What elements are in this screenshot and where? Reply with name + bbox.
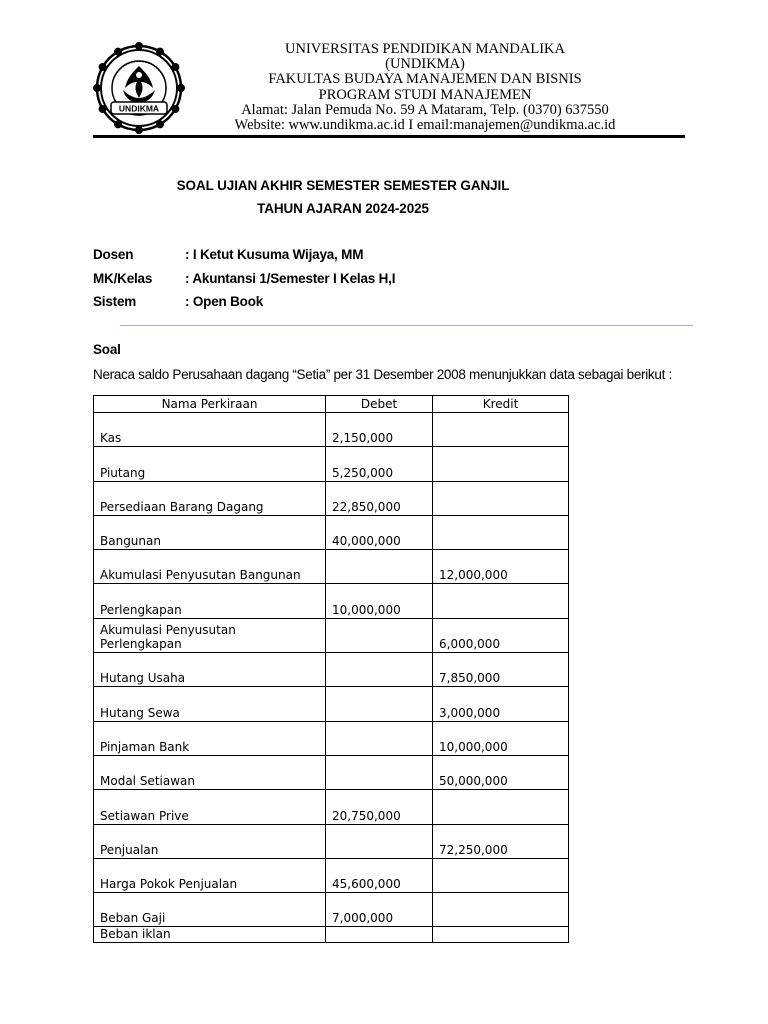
svg-text:UNDIKMA: UNDIKMA (118, 103, 160, 114)
cell-name: Setiawan Prive (94, 790, 326, 824)
faculty-name: FAKULTAS BUDAYA MANAJEMEN DAN BISNIS (268, 71, 582, 88)
soal-heading: Soal (93, 342, 121, 357)
cell-debet (326, 653, 433, 687)
cell-debet (326, 687, 433, 721)
cell-debet (326, 618, 433, 652)
exam-year: TAHUN AJARAN 2024-2025 (257, 201, 429, 216)
cell-debet (326, 721, 433, 755)
cell-debet: 2,150,000 (326, 413, 433, 447)
cell-debet: 7,000,000 (326, 893, 433, 927)
university-logo (93, 42, 185, 134)
exam-title: SOAL UJIAN AKHIR SEMESTER SEMESTER GANJIL (176, 178, 510, 193)
table-body (94, 413, 569, 943)
letterhead-rule (93, 135, 685, 138)
table-row (94, 481, 569, 515)
table-header-row (94, 396, 569, 413)
cell-debet (326, 755, 433, 789)
cell-kredit: 50,000,000 (433, 755, 569, 789)
cell-kredit (433, 790, 569, 824)
meta-row-dosen (93, 247, 363, 262)
cell-kredit (433, 481, 569, 515)
cell-name: Akumulasi Penyusutan Bangunan (94, 550, 326, 584)
cell-debet: 22,850,000 (326, 481, 433, 515)
cell-name: Perlengkapan (94, 584, 326, 618)
cell-debet: 20,750,000 (326, 790, 433, 824)
table-row (94, 413, 569, 447)
cell-name: Modal Setiawan (94, 755, 326, 789)
meta-label: MK/Kelas (93, 271, 153, 286)
cell-name: Pinjaman Bank (94, 721, 326, 755)
cell-name: Akumulasi Penyusutan Perlengkapan (94, 618, 326, 652)
header-debet: Debet (326, 396, 433, 413)
cell-name: Beban iklan (94, 927, 326, 943)
cell-name: Penjualan (94, 824, 326, 858)
table-row (94, 893, 569, 927)
cell-kredit: 7,850,000 (433, 653, 569, 687)
meta-row-kelas (93, 271, 395, 286)
table-row (94, 755, 569, 789)
cell-kredit (433, 893, 569, 927)
table-row (94, 790, 569, 824)
meta-label: Dosen (93, 247, 134, 262)
cell-kredit: 6,000,000 (433, 618, 569, 652)
address-line: Alamat: Jalan Pemuda No. 59 A Mataram, Telp. (0370) 637550 (241, 101, 609, 118)
cell-kredit (433, 447, 569, 481)
table-row (94, 618, 569, 652)
table-row (94, 858, 569, 892)
header-nama-perkiraan: Nama Perkiraan (94, 396, 326, 413)
university-name: UNIVERSITAS PENDIDIKAN MANDALIKA (285, 41, 565, 57)
meta-value: : I Ketut Kusuma Wijaya, MM (185, 247, 364, 262)
cell-debet (326, 927, 433, 943)
table-row (94, 515, 569, 549)
cell-name: Kas (94, 413, 326, 447)
cell-debet: 10,000,000 (326, 584, 433, 618)
cell-kredit (433, 927, 569, 943)
section-divider (120, 325, 693, 326)
table-row (94, 824, 569, 858)
cell-name: Beban Gaji (94, 893, 326, 927)
trial-balance-table (93, 395, 569, 943)
cell-kredit (433, 858, 569, 892)
cell-name: Harga Pokok Penjualan (94, 858, 326, 892)
header-kredit: Kredit (433, 396, 569, 413)
university-abbrev: (UNDIKMA) (385, 56, 465, 73)
cell-kredit: 10,000,000 (433, 721, 569, 755)
cell-kredit (433, 584, 569, 618)
soal-intro: Neraca saldo Perusahaan dagang “Setia” per 31 Desember 2008 menunjukkan data sebagai berikut : (93, 367, 672, 382)
program-name: PROGRAM STUDI MANAJEMEN (318, 86, 532, 103)
cell-debet: 40,000,000 (326, 515, 433, 549)
letterhead (190, 42, 660, 133)
cell-name: Piutang (94, 447, 326, 481)
cell-debet: 5,250,000 (326, 447, 433, 481)
cell-name: Persediaan Barang Dagang (94, 481, 326, 515)
cell-debet: 45,600,000 (326, 858, 433, 892)
cell-kredit: 12,000,000 (433, 550, 569, 584)
table-row (94, 653, 569, 687)
table-row (94, 447, 569, 481)
cell-kredit: 72,250,000 (433, 824, 569, 858)
cell-name: Hutang Usaha (94, 653, 326, 687)
cell-debet (326, 824, 433, 858)
cell-kredit: 3,000,000 (433, 687, 569, 721)
cell-name: Bangunan (94, 515, 326, 549)
table-row (94, 584, 569, 618)
table-row (94, 687, 569, 721)
cell-kredit (433, 413, 569, 447)
table-row (94, 927, 569, 943)
meta-row-sistem (93, 294, 263, 309)
meta-value: : Open Book (185, 294, 264, 309)
cell-kredit (433, 515, 569, 549)
contact-line: Website: www.undikma.ac.id I email:manajemen@undikma.ac.id (234, 117, 616, 134)
cell-name: Hutang Sewa (94, 687, 326, 721)
table-row (94, 550, 569, 584)
meta-label: Sistem (93, 294, 137, 309)
table-row (94, 721, 569, 755)
cell-debet (326, 550, 433, 584)
meta-value: : Akuntansi 1/Semester I Kelas H,I (185, 271, 396, 286)
